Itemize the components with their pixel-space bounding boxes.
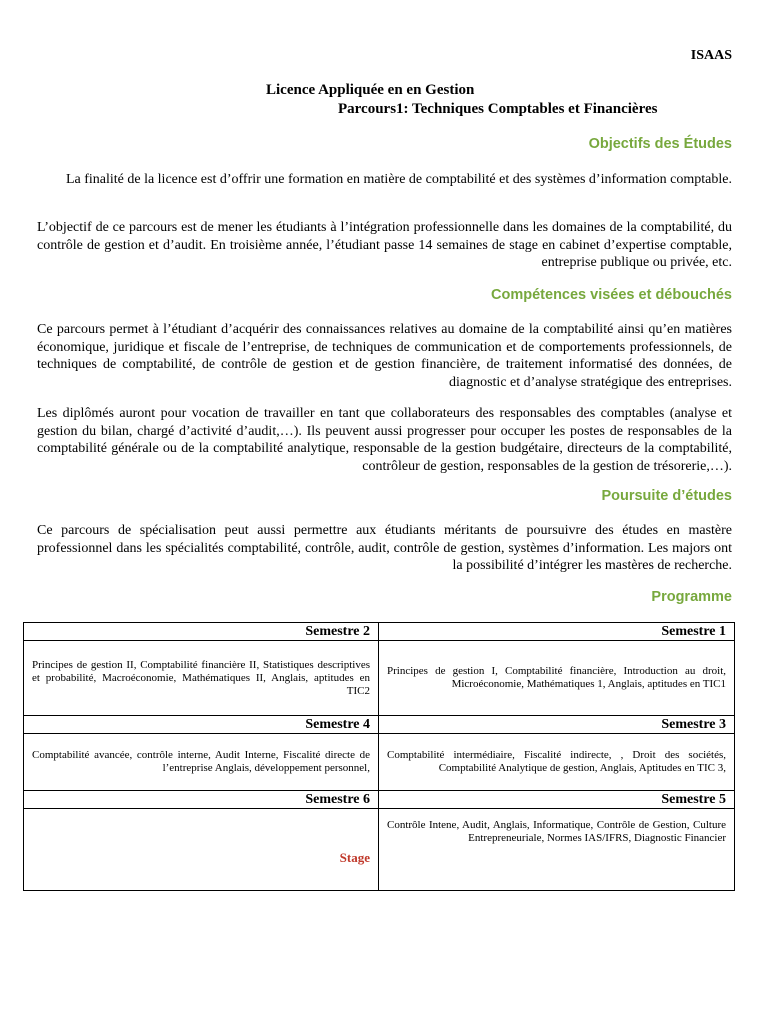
semester-5-courses: Contrôle Intene, Audit, Anglais, Informatique, Contrôle de Gestion, Culture Entrepreneuriale, Normes IAS/IFRS, Diagnostic Financier bbox=[379, 809, 735, 891]
table-row bbox=[24, 791, 735, 809]
table-row bbox=[24, 716, 735, 734]
semester-6-stage: Stage bbox=[24, 809, 379, 891]
table-row bbox=[24, 641, 735, 716]
paragraph-objectifs-1: La finalité de la licence est d’offrir une formation en matière de comptabilité et des systèmes d’information comptable. bbox=[65, 172, 732, 187]
semester-3-header: Semestre 3 bbox=[379, 716, 735, 734]
semester-5-header: Semestre 5 bbox=[379, 791, 735, 809]
paragraph-competences-1: Ce parcours permet à l’étudiant d’acquérir des connaissances relatives au domaine de la comptabilité ainsi qu’en matières économique, juridique et fiscale de l’entreprise, de techniques de communication et de comportements professionnels, de techniques de comptabilité, de contrôle de gestion et de gestion financière, de traitement informatisé des données, de diagnostic et d’analyse stratégique des entreprises. bbox=[37, 322, 732, 390]
semester-2-header: Semestre 2 bbox=[24, 623, 379, 641]
heading-poursuite: Poursuite d’études bbox=[601, 488, 732, 504]
table-row bbox=[24, 734, 735, 791]
semester-1-header: Semestre 1 bbox=[379, 623, 735, 641]
table-row bbox=[24, 809, 735, 891]
semester-4-courses: Comptabilité avancée, contrôle interne, Audit Interne, Fiscalité directe de l’entreprise Anglais, développement personnel, bbox=[24, 734, 379, 791]
degree-title: Licence Appliquée en en Gestion bbox=[266, 82, 475, 98]
semester-1-courses: Principes de gestion I, Comptabilité financière, Introduction au droit, Microéconomie, Mathématiques 1, Anglais, aptitudes en TIC1 bbox=[379, 641, 735, 716]
semester-2-courses: Principes de gestion II, Comptabilité financière II, Statistiques descriptives et probabilité, Macroéconomie, Mathématiques II, Anglais, aptitudes en TIC2 bbox=[24, 641, 379, 716]
semester-3-courses: Comptabilité intermédiaire, Fiscalité indirecte, , Droit des sociétés, Comptabilité Analytique de gestion, Anglais, Aptitudes en TIC 3, bbox=[379, 734, 735, 791]
table-row bbox=[24, 623, 735, 641]
semester-4-header: Semestre 4 bbox=[24, 716, 379, 734]
heading-objectifs: Objectifs des Études bbox=[588, 136, 732, 152]
semester-6-header: Semestre 6 bbox=[24, 791, 379, 809]
heading-competences: Compétences visées et débouchés bbox=[491, 287, 732, 303]
institution-name: ISAAS bbox=[690, 48, 732, 63]
heading-programme: Programme bbox=[651, 589, 732, 605]
paragraph-poursuite: Ce parcours de spécialisation peut aussi permettre aux étudiants méritants de poursuivre des études en mastère professionnel dans les spécialités comptabilité, contrôle, audit, contrôle de gestion, systèmes d’information. Les majors ont la possibilité d’intégrer les mastères de recherche. bbox=[37, 523, 732, 573]
track-title: Parcours1: Techniques Comptables et Financières bbox=[338, 101, 658, 117]
paragraph-competences-2: Les diplômés auront pour vocation de travailler en tant que collaborateurs des responsables des comptables (analyse et gestion du bilan, chargé d’activité d’audit,…). Ils peuvent aussi progresser pour occuper les postes de responsables de la comptabilité générale ou de la comptabilité analytique, responsable de la gestion budgétaire, directeurs de la comptabilité, contrôleur de gestion, responsables de la gestion de trésorerie,…). bbox=[37, 406, 732, 474]
programme-table bbox=[23, 622, 735, 891]
paragraph-objectifs-2: L’objectif de ce parcours est de mener les étudiants à l’intégration professionnelle dans les domaines de la comptabilité, du contrôle de gestion et d’audit. En troisième année, l’étudiant passe 14 semaines de stage en cabinet d’expertise comptable, entreprise publique ou privée, etc. bbox=[37, 220, 732, 270]
